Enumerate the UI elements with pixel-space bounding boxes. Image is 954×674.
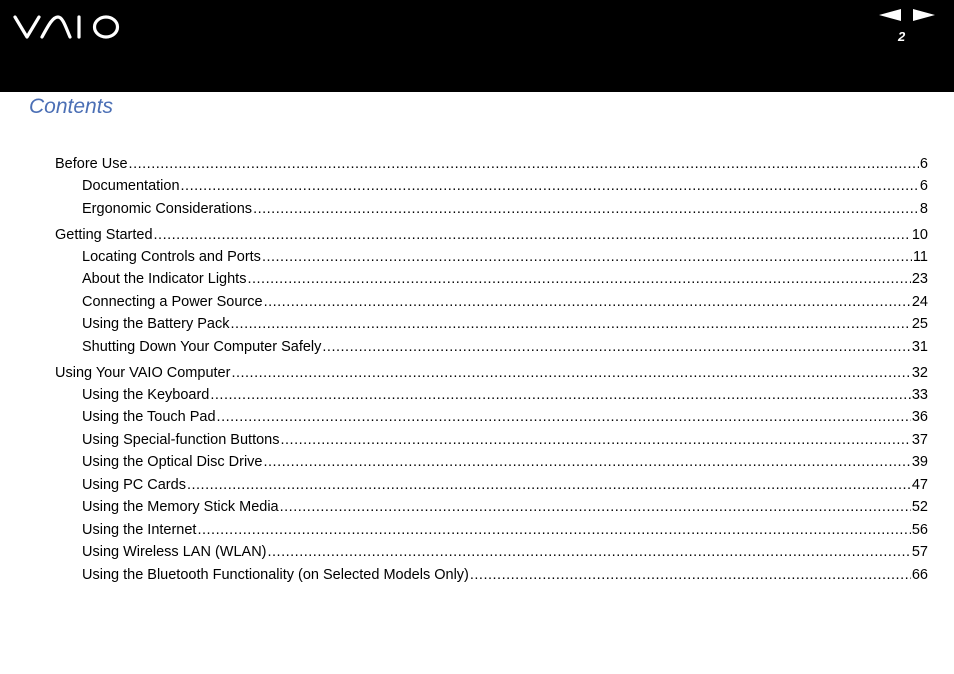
toc-entry-label: Using the Bluetooth Functionality (on Selected Models Only)	[82, 567, 469, 583]
toc-entry-page: 37	[911, 432, 928, 448]
toc-entry-page: 24	[911, 294, 928, 310]
toc-entry-page: 57	[911, 544, 928, 560]
toc-entry-page: 47	[911, 477, 928, 493]
toc-entry[interactable]	[82, 270, 928, 288]
toc-entry[interactable]	[82, 248, 928, 266]
toc-dot-leader	[231, 364, 910, 382]
toc-entry-label: Using the Touch Pad	[82, 409, 216, 425]
toc-entry-label: Locating Controls and Ports	[82, 249, 261, 265]
toc-entry-page: 11	[912, 249, 928, 265]
toc-entry-page: 39	[911, 454, 928, 470]
toc-dot-leader	[268, 543, 911, 561]
toc-dot-leader	[262, 248, 912, 266]
toc-dot-leader	[154, 226, 911, 244]
toc-entry[interactable]	[55, 364, 928, 382]
toc-dot-leader	[247, 270, 910, 288]
toc-entry[interactable]	[55, 155, 928, 173]
toc-entry-label: Using Your VAIO Computer	[55, 365, 231, 381]
toc-entry-label: Shutting Down Your Computer Safely	[82, 339, 322, 355]
page-number: 2	[898, 29, 906, 44]
toc-entry-label: Using the Keyboard	[82, 387, 210, 403]
toc-dot-leader	[187, 476, 911, 494]
toc-entry-label: Using the Internet	[82, 522, 197, 538]
toc-dot-leader	[181, 177, 919, 195]
vaio-logo	[13, 14, 121, 40]
toc-dot-leader	[322, 338, 910, 356]
toc-entry-page: 10	[911, 227, 928, 243]
toc-dot-leader	[253, 200, 919, 218]
toc-entry[interactable]	[82, 408, 928, 426]
toc-entry-label: Ergonomic Considerations	[82, 201, 253, 217]
toc-entry[interactable]	[82, 543, 928, 561]
toc-entry-label: Getting Started	[55, 227, 153, 243]
toc-entry-page: 8	[919, 201, 928, 217]
toc-entry-page: 33	[911, 387, 928, 403]
toc-dot-leader	[197, 521, 910, 539]
toc-entry-label: Using the Battery Pack	[82, 316, 230, 332]
toc-dot-leader	[217, 408, 911, 426]
toc-entry-label: Using PC Cards	[82, 477, 186, 493]
toc-entry-page: 52	[911, 499, 928, 515]
toc-dot-leader	[210, 386, 911, 404]
toc-entry-label: Connecting a Power Source	[82, 294, 263, 310]
toc-entry[interactable]	[82, 431, 928, 449]
toc-entry[interactable]	[82, 498, 928, 516]
toc-entry[interactable]	[82, 566, 928, 584]
toc-entry-page: 31	[911, 339, 928, 355]
toc-entry[interactable]	[82, 386, 928, 404]
toc-entry[interactable]	[82, 453, 928, 471]
triangle-right-icon[interactable]	[913, 9, 935, 21]
toc-entry[interactable]	[82, 200, 928, 218]
toc-entry-page: 32	[911, 365, 928, 381]
toc-entry-label: Using the Memory Stick Media	[82, 499, 279, 515]
toc-dot-leader	[264, 453, 911, 471]
toc-entry[interactable]	[82, 476, 928, 494]
toc-entry[interactable]	[82, 293, 928, 311]
toc-entry[interactable]	[82, 315, 928, 333]
toc-dot-leader	[129, 155, 919, 173]
toc-entry-page: 23	[911, 271, 928, 287]
toc-entry-label: About the Indicator Lights	[82, 271, 247, 287]
toc-entry-label: Documentation	[82, 178, 180, 194]
toc-dot-leader	[280, 431, 910, 449]
page-header	[0, 0, 954, 92]
page-title: Contents	[29, 95, 114, 118]
toc-dot-leader	[264, 293, 911, 311]
toc-entry-page: 6	[919, 178, 928, 194]
toc-entry[interactable]	[82, 521, 928, 539]
toc-entry-page: 6	[919, 156, 928, 172]
toc-entry-page: 36	[911, 409, 928, 425]
toc-entry-page: 66	[911, 567, 928, 583]
toc-dot-leader	[280, 498, 911, 516]
toc-entry[interactable]	[82, 177, 928, 195]
toc-dot-leader	[231, 315, 911, 333]
toc-entry[interactable]	[55, 226, 928, 244]
toc-entry-label: Before Use	[55, 156, 128, 172]
toc-entry-page: 25	[911, 316, 928, 332]
toc-entry[interactable]	[82, 338, 928, 356]
toc-entry-label: Using Wireless LAN (WLAN)	[82, 544, 267, 560]
toc-entry-label: Using Special-function Buttons	[82, 432, 280, 448]
triangle-left-icon[interactable]	[879, 9, 901, 21]
toc-entry-page: 56	[911, 522, 928, 538]
toc-dot-leader	[470, 566, 911, 584]
toc-entry-label: Using the Optical Disc Drive	[82, 454, 263, 470]
